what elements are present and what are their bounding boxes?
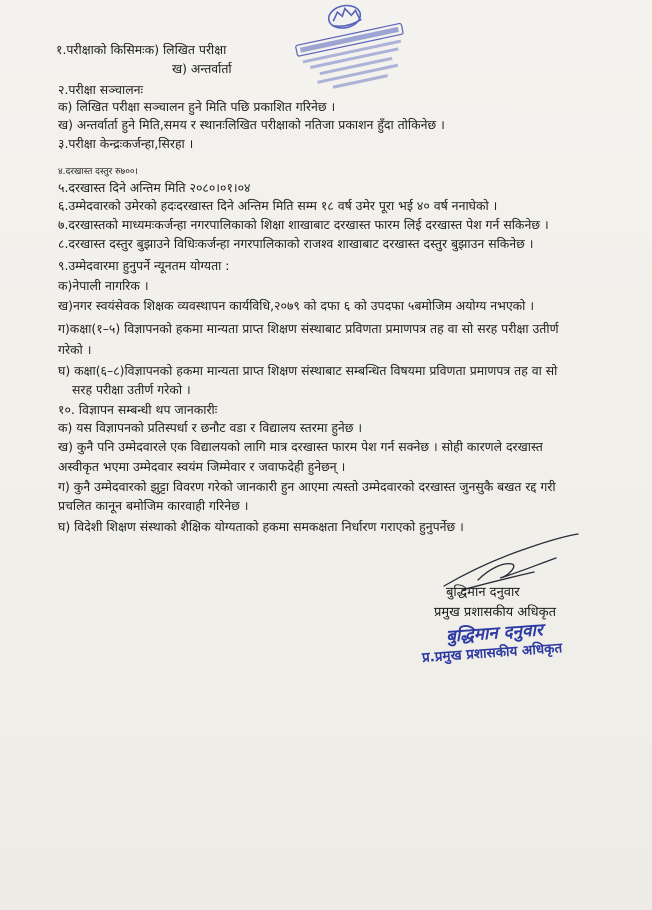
age-limit-line: ६.उम्मेदवारको उमेरको हदःदरखास्त दिने अन्तिम मिति सम्म १८ वर्ष उमेर पूरा भई ४० वर्ष ननाघेको । [58,198,498,213]
single-school-line: ख) कुनै पनि उम्मेदवारले एक विद्यालयको लागि मात्र दरखास्त फारम पेश गर्न सक्नेछ । सोही कारणले दरखास्त [58,439,543,454]
grade-6-8-line: घ) कक्षा(६–८)विज्ञापनको हकमा मान्यता प्राप्त शिक्षण संस्थाबाट सम्बन्धित विषयमा प्रविणता प्रमाणपत्र तह वा सो [58,363,558,378]
single-school-line-cont: अस्वीकृत भएमा उम्मेदवार स्वयंम जिम्मेवार र जवाफदेही हुनेछन् । [58,459,346,474]
fee-payment-line: ८.दरखास्त दस्तुर बुझाउने विधिःकर्जन्हा नगरपालिकाको राजश्व शाखाबाट दरखास्त दस्तुर बुझाउन सकिनेछ । [58,236,534,251]
application-medium-line: ७.दरखास्तको माध्यमःकर्जन्हा नगरपालिकाको शिक्षा शाखाबाट दरखास्त फारम लिई दरखास्त पेश गर्न सकिनेछ । [58,217,549,232]
stamp-title: प्र.प्रमुख प्रशासकीय अधिकृत [421,640,563,666]
competition-level-line: क) यस विज्ञापनको प्रतिस्पर्धा र छनौट वडा र विद्यालय स्तरमा हुनेछ । [58,420,363,435]
false-info-line: ग) कुनै उम्मेदवारको झुट्टा विवरण गरेको जानकारी हुन आएमा त्यस्तो उम्मेदवारको दरखास्त जुनसुकै बखत रद्द गरी [58,479,556,494]
municipal-seal-icon [283,0,421,113]
grade-1-5-line: ग)कक्षा(१–५) विज्ञापनको हकमा मान्यता प्राप्त शिक्षण संस्थाबाट प्रविणता प्रमाणपत्र तह वा सो सरह परीक्षा उतीर्ण [58,321,559,336]
exam-type-interview: ख) अन्तर्वार्ता [172,61,232,76]
foreign-equivalence-line: घ) विदेशी शिक्षण संस्थाको शैक्षिक योग्यताको हकमा समकक्षता निर्धारण गराएको हुनुपर्नेछ । [58,519,464,534]
grade-6-8-line-cont: सरह परीक्षा उतीर्ण गरेको । [72,382,191,397]
eligibility-line: ख)नगर स्वयंसेवक शिक्षक व्यवस्थापन कार्यविधि,२०७९ को दफा ६ को उपदफा ५बमोजिम अयोग्य नभएको । [58,298,535,313]
exam-center-line: ३.परीक्षा केन्द्रःकर्जन्हा,सिरहा । [58,136,194,151]
additional-info-heading: १०. विज्ञापन सम्बन्धी थप जानकारीः [58,402,218,417]
citizenship-line: क)नेपाली नागरिक । [58,278,149,293]
exam-conduct-heading: २.परीक्षा सञ्चालनः [58,82,143,97]
application-fee-line: ४.दरखास्त दस्तुर रु७००। [58,167,138,177]
interview-date-line: ख) अन्तर्वार्ता हुने मिति,समय र स्थानःलिखित परीक्षाको नतिजा प्रकाशन हुँदा तोकिनेछ । [58,117,445,132]
exam-type-line: १.परीक्षाको किसिमःक) लिखित परीक्षा [56,42,227,57]
written-exam-date-line: क) लिखित परीक्षा सञ्चालन हुने मिति पछि प्रकाशित गरिनेछ । [58,99,336,114]
false-info-line-cont: प्रचलित कानून बमोजिम कारवाही गरिनेछ । [58,498,249,513]
qualification-heading: ९.उम्मेदवारमा हुनुपर्ने न्यूनतम योग्यता : [58,258,230,273]
deadline-line: ५.दरखास्त दिने अन्तिम मिति २०८०।०१।०४ [58,180,251,195]
signatory-title: प्रमुख प्रशासकीय अधिकृत [434,605,557,620]
stamp-name: बुद्धिमान दनुवार [445,620,544,647]
grade-1-5-line-cont: गरेको । [58,342,92,357]
signatory-name: बुद्धिमान दनुवार [446,585,520,600]
